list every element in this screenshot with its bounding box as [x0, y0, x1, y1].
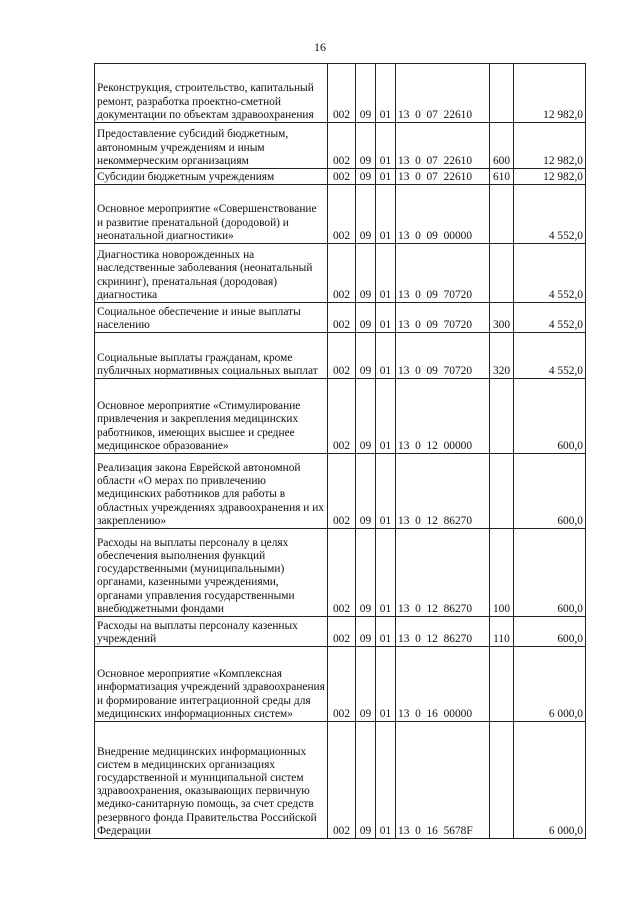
row-name: Социальное обеспечение и иные выплаты населению [95, 303, 328, 333]
section-code: 09 [356, 185, 376, 244]
target-article-code: 13 0 07 22610 [396, 169, 490, 185]
target-article-code: 13 0 12 86270 [396, 617, 490, 647]
amount: 600,0 [514, 454, 586, 529]
expense-type-code [490, 647, 514, 722]
amount: 4 552,0 [514, 244, 586, 303]
ministry-code: 002 [328, 169, 356, 185]
amount: 12 982,0 [514, 64, 586, 123]
target-article-code: 13 0 12 00000 [396, 379, 490, 454]
ministry-code: 002 [328, 617, 356, 647]
table-row [95, 379, 586, 454]
ministry-code: 002 [328, 303, 356, 333]
expense-type-code [490, 722, 514, 839]
section-code: 09 [356, 617, 376, 647]
subsection-code: 01 [376, 185, 396, 244]
ministry-code: 002 [328, 454, 356, 529]
row-name: Расходы на выплаты персоналу казенных учреждений [95, 617, 328, 647]
table-row [95, 647, 586, 722]
table-row [95, 123, 586, 169]
row-name: Основное мероприятие «Комплексная информатизация учреждений здравоохранения и формирование интеграционной среды для медицинских информационных систем» [95, 647, 328, 722]
ministry-code: 002 [328, 64, 356, 123]
ministry-code: 002 [328, 529, 356, 617]
table-row [95, 722, 586, 839]
table-row [95, 454, 586, 529]
table-row [95, 529, 586, 617]
subsection-code: 01 [376, 529, 396, 617]
row-name: Основное мероприятие «Совершенствование и развитие пренатальной (дородовой) и неонатальной диагностики» [95, 185, 328, 244]
table-row [95, 244, 586, 303]
ministry-code: 002 [328, 123, 356, 169]
subsection-code: 01 [376, 303, 396, 333]
row-name: Предоставление субсидий бюджетным, автономным учреждениям и иным некоммерческим организациям [95, 123, 328, 169]
expense-type-code: 300 [490, 303, 514, 333]
amount: 4 552,0 [514, 333, 586, 379]
subsection-code: 01 [376, 617, 396, 647]
target-article-code: 13 0 09 70720 [396, 333, 490, 379]
section-code: 09 [356, 333, 376, 379]
expense-type-code: 100 [490, 529, 514, 617]
row-name: Диагностика новорожденных на наследственные заболевания (неонатальный скрининг), пренатальная (дородовая) диагностика [95, 244, 328, 303]
table-row [95, 333, 586, 379]
subsection-code: 01 [376, 64, 396, 123]
subsection-code: 01 [376, 123, 396, 169]
target-article-code: 13 0 07 22610 [396, 64, 490, 123]
page-number: 16 [314, 40, 326, 54]
amount: 600,0 [514, 529, 586, 617]
section-code: 09 [356, 64, 376, 123]
expense-type-code [490, 185, 514, 244]
target-article-code: 13 0 09 70720 [396, 303, 490, 333]
expense-type-code [490, 64, 514, 123]
subsection-code: 01 [376, 169, 396, 185]
section-code: 09 [356, 454, 376, 529]
subsection-code: 01 [376, 333, 396, 379]
target-article-code: 13 0 07 22610 [396, 123, 490, 169]
row-name: Основное мероприятие «Стимулирование привлечения и закрепления медицинских работников, имеющих высшее и среднее медицинское образование» [95, 379, 328, 454]
row-name: Реализация закона Еврейской автономной области «О мерах по привлечению медицинских работников для работы в областных учреждениях здравоохранения и их закреплению» [95, 454, 328, 529]
subsection-code: 01 [376, 244, 396, 303]
ministry-code: 002 [328, 333, 356, 379]
section-code: 09 [356, 722, 376, 839]
row-name: Расходы на выплаты персоналу в целях обеспечения выполнения функций государственными (муниципальными) органами, казенными учреждениями, органами управления государственными внебюджетными фондами [95, 529, 328, 617]
amount: 6 000,0 [514, 647, 586, 722]
expense-type-code [490, 454, 514, 529]
table-row [95, 185, 586, 244]
expense-type-code: 600 [490, 123, 514, 169]
subsection-code: 01 [376, 454, 396, 529]
budget-table [94, 63, 586, 839]
expense-type-code [490, 244, 514, 303]
expense-type-code: 320 [490, 333, 514, 379]
table-row [95, 303, 586, 333]
subsection-code: 01 [376, 722, 396, 839]
row-name: Социальные выплаты гражданам, кроме публичных нормативных социальных выплат [95, 333, 328, 379]
ministry-code: 002 [328, 647, 356, 722]
row-name: Субсидии бюджетным учреждениям [95, 169, 328, 185]
target-article-code: 13 0 16 00000 [396, 647, 490, 722]
table-row [95, 169, 586, 185]
section-code: 09 [356, 244, 376, 303]
row-name: Внедрение медицинских информационных систем в медицинских организациях государственной и муниципальной систем здравоохранения, оказывающих первичную медико-санитарную помощь, за счет средств резервного фонда Правительства Российской Федерации [95, 722, 328, 839]
section-code: 09 [356, 303, 376, 333]
expense-type-code: 110 [490, 617, 514, 647]
section-code: 09 [356, 529, 376, 617]
target-article-code: 13 0 12 86270 [396, 454, 490, 529]
subsection-code: 01 [376, 379, 396, 454]
expense-type-code [490, 379, 514, 454]
ministry-code: 002 [328, 244, 356, 303]
target-article-code: 13 0 12 86270 [396, 529, 490, 617]
amount: 600,0 [514, 617, 586, 647]
section-code: 09 [356, 379, 376, 454]
target-article-code: 13 0 09 00000 [396, 185, 490, 244]
table-row [95, 617, 586, 647]
ministry-code: 002 [328, 185, 356, 244]
row-name: Реконструкция, строительство, капитальный ремонт, разработка проектно-сметной документации по объектам здравоохранения [95, 64, 328, 123]
target-article-code: 13 0 16 5678F [396, 722, 490, 839]
amount: 12 982,0 [514, 169, 586, 185]
section-code: 09 [356, 647, 376, 722]
target-article-code: 13 0 09 70720 [396, 244, 490, 303]
subsection-code: 01 [376, 647, 396, 722]
amount: 6 000,0 [514, 722, 586, 839]
expense-type-code: 610 [490, 169, 514, 185]
table-row [95, 64, 586, 123]
amount: 12 982,0 [514, 123, 586, 169]
amount: 600,0 [514, 379, 586, 454]
section-code: 09 [356, 123, 376, 169]
amount: 4 552,0 [514, 303, 586, 333]
ministry-code: 002 [328, 379, 356, 454]
ministry-code: 002 [328, 722, 356, 839]
section-code: 09 [356, 169, 376, 185]
amount: 4 552,0 [514, 185, 586, 244]
